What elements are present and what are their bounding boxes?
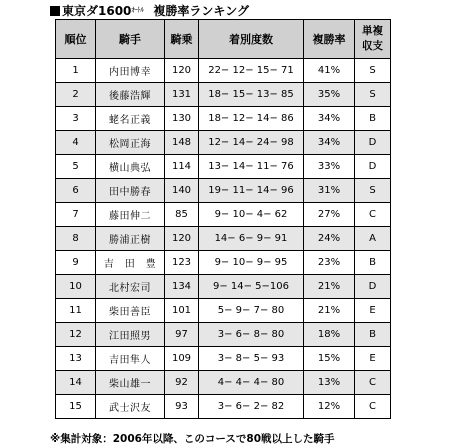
cell-roi: A (355, 227, 391, 251)
cell-rank: 4 (56, 131, 96, 155)
table-row (56, 371, 391, 395)
header-record: 着別度数 (199, 20, 304, 59)
header-rides: 騎乗 (165, 20, 199, 59)
cell-jockey: 北村宏司 (96, 275, 165, 299)
header-roi-line2: 収支 (362, 40, 383, 52)
table-row (56, 347, 391, 371)
title-main: 東京ダ1600 (62, 4, 132, 18)
cell-record: 13− 14− 11− 76 (199, 155, 304, 179)
cell-record: 4− 4− 4− 80 (199, 371, 304, 395)
table-row (56, 59, 391, 83)
title-small: ｵｰﾄﾙ (131, 6, 144, 14)
cell-place-rate: 35% (304, 83, 355, 107)
table-row (56, 179, 391, 203)
table-row (56, 227, 391, 251)
cell-roi: D (355, 131, 391, 155)
cell-place-rate: 34% (304, 131, 355, 155)
header-row (56, 20, 391, 59)
header-place-rate: 複勝率 (304, 20, 355, 59)
cell-rank: 1 (56, 59, 96, 83)
square-bullet-icon (50, 6, 60, 16)
cell-rank: 13 (56, 347, 96, 371)
cell-record: 12− 14− 24− 98 (199, 131, 304, 155)
cell-record: 18− 12− 14− 86 (199, 107, 304, 131)
cell-rides: 123 (165, 251, 199, 275)
cell-roi: S (355, 59, 391, 83)
cell-rides: 131 (165, 83, 199, 107)
cell-rides: 148 (165, 131, 199, 155)
header-roi-line1: 単複 (362, 25, 383, 37)
footnote: ※集計対象：2006年以降、このコースで80戦以上した騎手 (50, 433, 335, 445)
table-row (56, 131, 391, 155)
cell-rides: 114 (165, 155, 199, 179)
cell-roi: C (355, 395, 391, 419)
header-roi (355, 20, 391, 59)
header-jockey: 騎手 (96, 20, 165, 59)
table-body (56, 59, 391, 419)
cell-rides: 130 (165, 107, 199, 131)
cell-record: 22− 12− 15− 71 (199, 59, 304, 83)
cell-roi: C (355, 203, 391, 227)
cell-roi: B (355, 323, 391, 347)
cell-place-rate: 33% (304, 155, 355, 179)
cell-rank: 9 (56, 251, 96, 275)
cell-rides: 85 (165, 203, 199, 227)
cell-record: 3− 8− 5− 93 (199, 347, 304, 371)
cell-record: 14− 6− 9− 91 (199, 227, 304, 251)
cell-rides: 101 (165, 299, 199, 323)
cell-rank: 11 (56, 299, 96, 323)
cell-rank: 14 (56, 371, 96, 395)
cell-jockey: 吉 田 豊 (96, 251, 165, 275)
cell-rank: 5 (56, 155, 96, 179)
table-row (56, 107, 391, 131)
cell-roi: E (355, 299, 391, 323)
cell-place-rate: 41% (304, 59, 355, 83)
cell-roi: D (355, 155, 391, 179)
table-row (56, 395, 391, 419)
table-row (56, 299, 391, 323)
cell-jockey: 蛯名正義 (96, 107, 165, 131)
cell-rides: 120 (165, 59, 199, 83)
cell-roi: B (355, 251, 391, 275)
cell-jockey: 藤田伸二 (96, 203, 165, 227)
cell-jockey: 内田博幸 (96, 59, 165, 83)
cell-place-rate: 23% (304, 251, 355, 275)
cell-place-rate: 31% (304, 179, 355, 203)
cell-place-rate: 21% (304, 299, 355, 323)
cell-record: 18− 15− 13− 85 (199, 83, 304, 107)
cell-place-rate: 13% (304, 371, 355, 395)
cell-record: 19− 11− 14− 96 (199, 179, 304, 203)
ranking-table (55, 19, 391, 419)
cell-jockey: 柴山雄一 (96, 371, 165, 395)
cell-rides: 92 (165, 371, 199, 395)
cell-rank: 10 (56, 275, 96, 299)
table-row (56, 323, 391, 347)
cell-rides: 140 (165, 179, 199, 203)
cell-place-rate: 21% (304, 275, 355, 299)
cell-place-rate: 15% (304, 347, 355, 371)
cell-rank: 8 (56, 227, 96, 251)
cell-roi: E (355, 347, 391, 371)
cell-jockey: 田中勝春 (96, 179, 165, 203)
cell-place-rate: 18% (304, 323, 355, 347)
table-row (56, 203, 391, 227)
cell-record: 9− 14− 5−106 (199, 275, 304, 299)
cell-jockey: 勝浦正樹 (96, 227, 165, 251)
cell-rank: 15 (56, 395, 96, 419)
cell-roi: C (355, 371, 391, 395)
cell-jockey: 武士沢友 (96, 395, 165, 419)
header-rank: 順位 (56, 20, 96, 59)
cell-jockey: 吉田隼人 (96, 347, 165, 371)
table-row (56, 275, 391, 299)
cell-roi: S (355, 179, 391, 203)
cell-roi: D (355, 275, 391, 299)
cell-rank: 3 (56, 107, 96, 131)
cell-roi: B (355, 107, 391, 131)
cell-record: 9− 10− 9− 95 (199, 251, 304, 275)
cell-jockey: 江田照男 (96, 323, 165, 347)
cell-rank: 2 (56, 83, 96, 107)
cell-record: 3− 6− 2− 82 (199, 395, 304, 419)
table-row (56, 251, 391, 275)
cell-record: 5− 9− 7− 80 (199, 299, 304, 323)
cell-rides: 109 (165, 347, 199, 371)
cell-place-rate: 24% (304, 227, 355, 251)
cell-jockey: 後藤浩輝 (96, 83, 165, 107)
cell-rank: 12 (56, 323, 96, 347)
cell-rides: 134 (165, 275, 199, 299)
cell-record: 3− 6− 8− 80 (199, 323, 304, 347)
cell-rides: 120 (165, 227, 199, 251)
cell-jockey: 柴田善臣 (96, 299, 165, 323)
cell-jockey: 横山典弘 (96, 155, 165, 179)
cell-rides: 97 (165, 323, 199, 347)
cell-jockey: 松岡正海 (96, 131, 165, 155)
cell-record: 9− 10− 4− 62 (199, 203, 304, 227)
table-title (50, 2, 249, 18)
table-row (56, 83, 391, 107)
cell-place-rate: 34% (304, 107, 355, 131)
cell-place-rate: 27% (304, 203, 355, 227)
title-sub: 複勝率ランキング (153, 4, 250, 18)
cell-rank: 6 (56, 179, 96, 203)
cell-roi: S (355, 83, 391, 107)
table-row (56, 155, 391, 179)
cell-rank: 7 (56, 203, 96, 227)
cell-rides: 93 (165, 395, 199, 419)
cell-place-rate: 12% (304, 395, 355, 419)
